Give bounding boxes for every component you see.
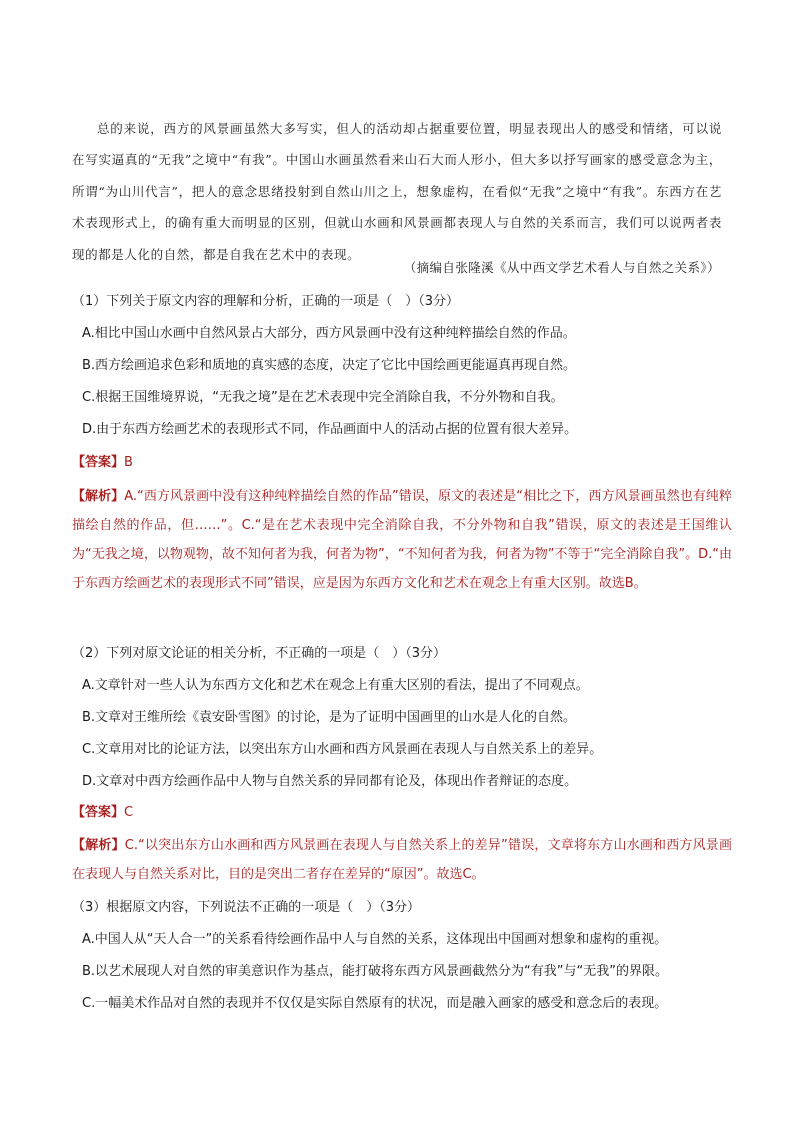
option-d: D.文章对中西方绘画作品中人物与自然关系的异同都有论及，体现出作者辩证的态度。	[82, 774, 578, 789]
answer-line	[72, 453, 732, 473]
analysis-paragraph	[72, 482, 732, 598]
option-c: C.一幅美术作品对自然的表现并不仅仅是实际自然原有的状况，而是融入画家的感受和意念后的表现。	[82, 996, 668, 1011]
option-a: A.文章针对一些人认为东西方文化和艺术在观念上有重大区别的看法，提出了不同观点。	[82, 678, 589, 693]
analysis-tag: 【解析】	[72, 489, 125, 504]
analysis-paragraph	[72, 831, 732, 889]
answer-value: B	[124, 455, 133, 470]
option-a: A.相比中国山水画中自然风景占大部分，西方风景画中没有这种纯粹描绘自然的作品。	[82, 326, 576, 341]
question-stem: （2）下列对原文论证的相关分析，不正确的一项是（ ）（3分）	[72, 646, 447, 661]
analysis-text: C.“以突出东方山水画和西方风景画在表现人与自然关系上的差异”错误，文章将东方山水画和西方风景画在表现人与自然关系对比，目的是突出二者存在差异的“原因”。故选C。	[72, 838, 732, 882]
question-stem: （3）根据原文内容，下列说法不正确的一项是（ ）（3分）	[72, 900, 421, 915]
answer-tag: 【答案】	[72, 805, 125, 820]
answer-tag: 【答案】	[72, 455, 125, 470]
question-stem: （1）下列关于原文内容的理解和分析，正确的一项是（ ）（3分）	[72, 294, 460, 309]
passage-paragraph: 总的来说，西方的风景画虽然大多写实，但人的活动却占据重要位置，明显表现出人的感受和情绪，可以说在写实逼真的“无我”之境中“有我”。中国山水画虽然看来山石大而人形小，但大多以抒写画家的感受意念为主，所谓“为山川代言”，把人的意念思绪投射到自然山川之上，想象虚构，在看似“无我”之境中“有我”。东西方在艺术表现形式上，的确有重大而明显的区别，但就山水画和风景画都表现人与自然的关系而言，我们可以说两者表现的都是人化的自然，都是自我在艺术中的表现。	[72, 120, 722, 262]
analysis-tag: 【解析】	[72, 838, 125, 853]
answer-value: C	[124, 805, 134, 820]
question-1	[72, 292, 732, 440]
passage-source: （摘编自张隆溪《从中西文学艺术看人与自然之关系》）	[403, 260, 720, 275]
option-c: C.根据王国维境界说，“无我之境”是在艺术表现中完全消除自我，不分外物和自我。	[82, 390, 564, 405]
question-3	[72, 898, 732, 1014]
option-c: C.文章用对比的论证方法，以突出东方山水画和西方风景画在表现人与自然关系上的差异。	[82, 742, 603, 757]
option-b: B.西方绘画追求色彩和质地的真实感的态度，决定了它比中国绘画更能逼真再现自然。	[82, 358, 577, 373]
option-b: B.文章对王维所绘《袁安卧雪图》的讨论，是为了证明中国画里的山水是人化的自然。	[82, 710, 577, 725]
option-a: A.中国人从“天人合一”的关系看待绘画作品中人与自然的关系，这体现出中国画对想象和虚构的重视。	[82, 932, 668, 947]
option-d: D.由于东西方绘画艺术的表现形式不同，作品画面中人的活动占据的位置有很大差异。	[82, 422, 578, 437]
analysis-text: A.“西方风景画中没有这种纯粹描绘自然的作品”错误，原文的表述是“相比之下，西方风景画虽然也有纯粹描绘自然的作品，但……”。C.“是在艺术表现中完全消除自我，不分外物和自我”错误，原文的表述是王国维认为“无我之境，以物观物，故不知何者为我，何者为物”，“不知何者为我，何者为物”不等于“完全消除自我”。D.“由于东西方绘画艺术的表现形式不同”错误，应是因为东西方文化和艺术在观念上有重大区别。故选B。	[72, 489, 732, 591]
option-b: B.以艺术展现人对自然的审美意识作为基点，能打破将东西方风景画截然分为“有我”与“无我”的界限。	[82, 964, 668, 979]
answer-line	[72, 803, 732, 823]
question-2	[72, 644, 732, 792]
